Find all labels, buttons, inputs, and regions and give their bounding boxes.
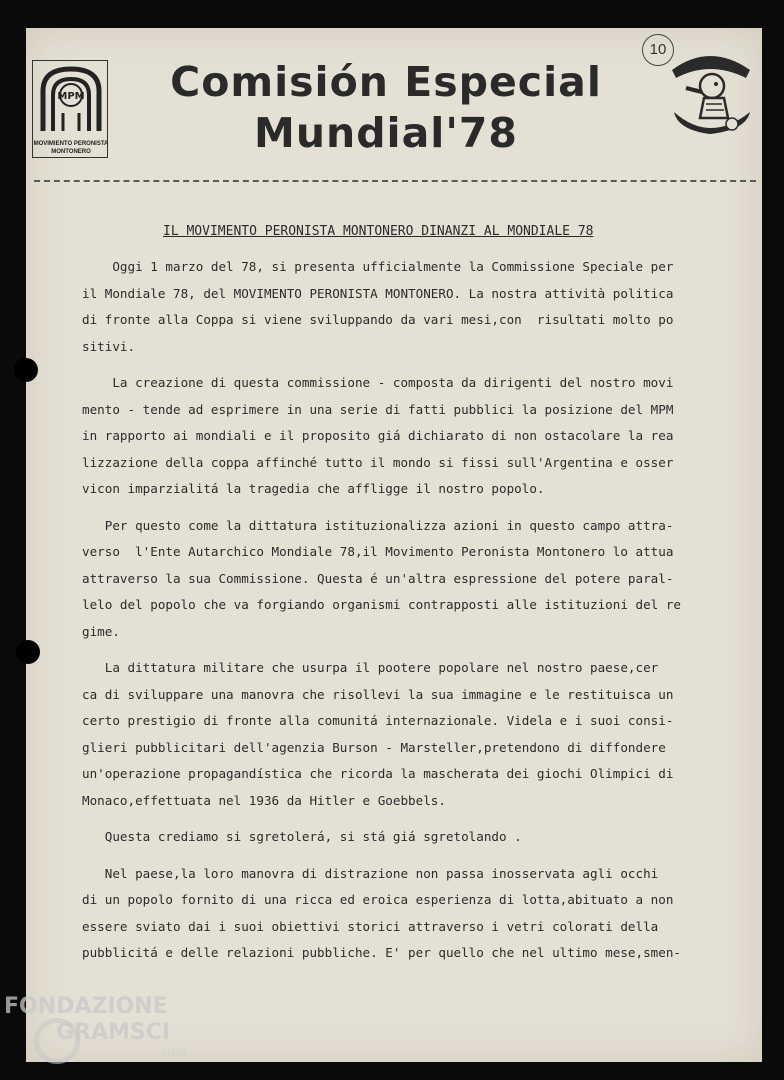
mpm-logo bbox=[32, 60, 108, 158]
logo-caption-line2: MONTONERO bbox=[51, 149, 91, 155]
svg-text:MPM: MPM bbox=[57, 91, 85, 102]
text-line: attraverso la sua Commissione. Questa é un'altra espressione del potere paral- bbox=[82, 570, 674, 586]
text-line: Questa crediamo si sgretolerá, si stá giá sgretolando . bbox=[82, 829, 522, 844]
text-line: di fronte alla Coppa si viene sviluppando da vari mesi,con risultati molto po bbox=[82, 312, 674, 327]
text-line: di un popolo fornito di una ricca ed eroica esperienza di lotta,abituato a non bbox=[82, 892, 674, 907]
text-line: Oggi 1 marzo del 78, si presenta ufficialmente la Commissione Speciale per bbox=[82, 259, 674, 274]
text-line: certo prestigio di fronte alla comunitá internazionale. Videla e i suoi consi- bbox=[82, 713, 674, 728]
text-line: essere sviato dai i suoi obiettivi storici attraverso i vetri colorati della bbox=[82, 918, 659, 934]
text-line: La creazione di questa commissione - composta da dirigenti del nostro movi bbox=[82, 375, 674, 390]
text-line: Monaco,effettuata nel 1936 da Hitler e Goebbels. bbox=[82, 792, 446, 808]
document-page bbox=[26, 28, 762, 1062]
text-line: Per questo come la dittatura istituzionalizza azioni in questo campo attra- bbox=[82, 517, 674, 533]
watermark-line2: GRAMSCI bbox=[56, 1020, 171, 1045]
text-line: verso l'Ente Autarchico Mondiale 78,il Movimento Peronista Montonero lo attua bbox=[82, 544, 674, 559]
document-heading: IL MOVIMENTO PERONISTA MONTONERO DINANZI AL MONDIALE 78 bbox=[163, 224, 594, 239]
logo-caption-line1: MOVIMIENTO PERONISTA bbox=[33, 141, 109, 147]
text-line: il Mondiale 78, del MOVIMENTO PERONISTA MONTONERO. La nostra attività politica bbox=[82, 285, 674, 301]
punch-hole bbox=[16, 640, 40, 664]
text-line: ca di sviluppare una manovra che risollevi la sua immagine e le restituisca un bbox=[82, 686, 674, 702]
header-divider bbox=[34, 180, 756, 182]
page-number-circle: 10 bbox=[642, 34, 674, 66]
document-body bbox=[82, 254, 722, 967]
page-title-line1: Comisión Especial bbox=[170, 58, 602, 106]
text-line: in rapporto ai mondiali e il proposito giá dichiarato di non ostacolare la rea bbox=[82, 428, 674, 443]
fondazione-gramsci-watermark bbox=[4, 994, 194, 1074]
text-line: sitivi. bbox=[82, 338, 136, 354]
text-line: Nel paese,la loro manovra di distrazione non passa inosservata agli occhi bbox=[82, 865, 659, 881]
text-line: lelo del popolo che va forgiando organismi contrapposti alle istituzioni del re bbox=[82, 597, 681, 612]
text-line: lizzazione della coppa affinché tutto il mondo si fissi sull'Argentina e osser bbox=[82, 454, 674, 470]
text-line: un'operazione propagandística che ricorda la mascherata dei giochi Olimpici di bbox=[82, 766, 674, 781]
text-line: gime. bbox=[82, 623, 120, 639]
mpm-emblem-icon bbox=[37, 65, 105, 137]
punch-hole bbox=[14, 358, 38, 382]
page-title-line2: Mundial'78 bbox=[254, 109, 518, 157]
text-line: vicon imparzialitá la tragedia che affligge il nostro popolo. bbox=[82, 481, 545, 496]
text-line: La dittatura militare che usurpa il pootere popolare nel nostro paese,cer bbox=[82, 660, 659, 675]
gaucho-mascot-icon bbox=[666, 48, 754, 138]
text-line: glieri pubblicitari dell'agenzia Burson - Marsteller,pretendono di diffondere bbox=[82, 739, 666, 755]
watermark-line3: onlus bbox=[162, 1048, 186, 1059]
watermark-line1: FONDAZIONE bbox=[4, 994, 168, 1019]
text-line: pubblicitá e delle relazioni pubbliche. E' per quello che nel ultimo mese,smen- bbox=[82, 945, 681, 960]
text-line: mento - tende ad esprimere in una serie di fatti pubblici la posizione del MPM bbox=[82, 401, 674, 417]
